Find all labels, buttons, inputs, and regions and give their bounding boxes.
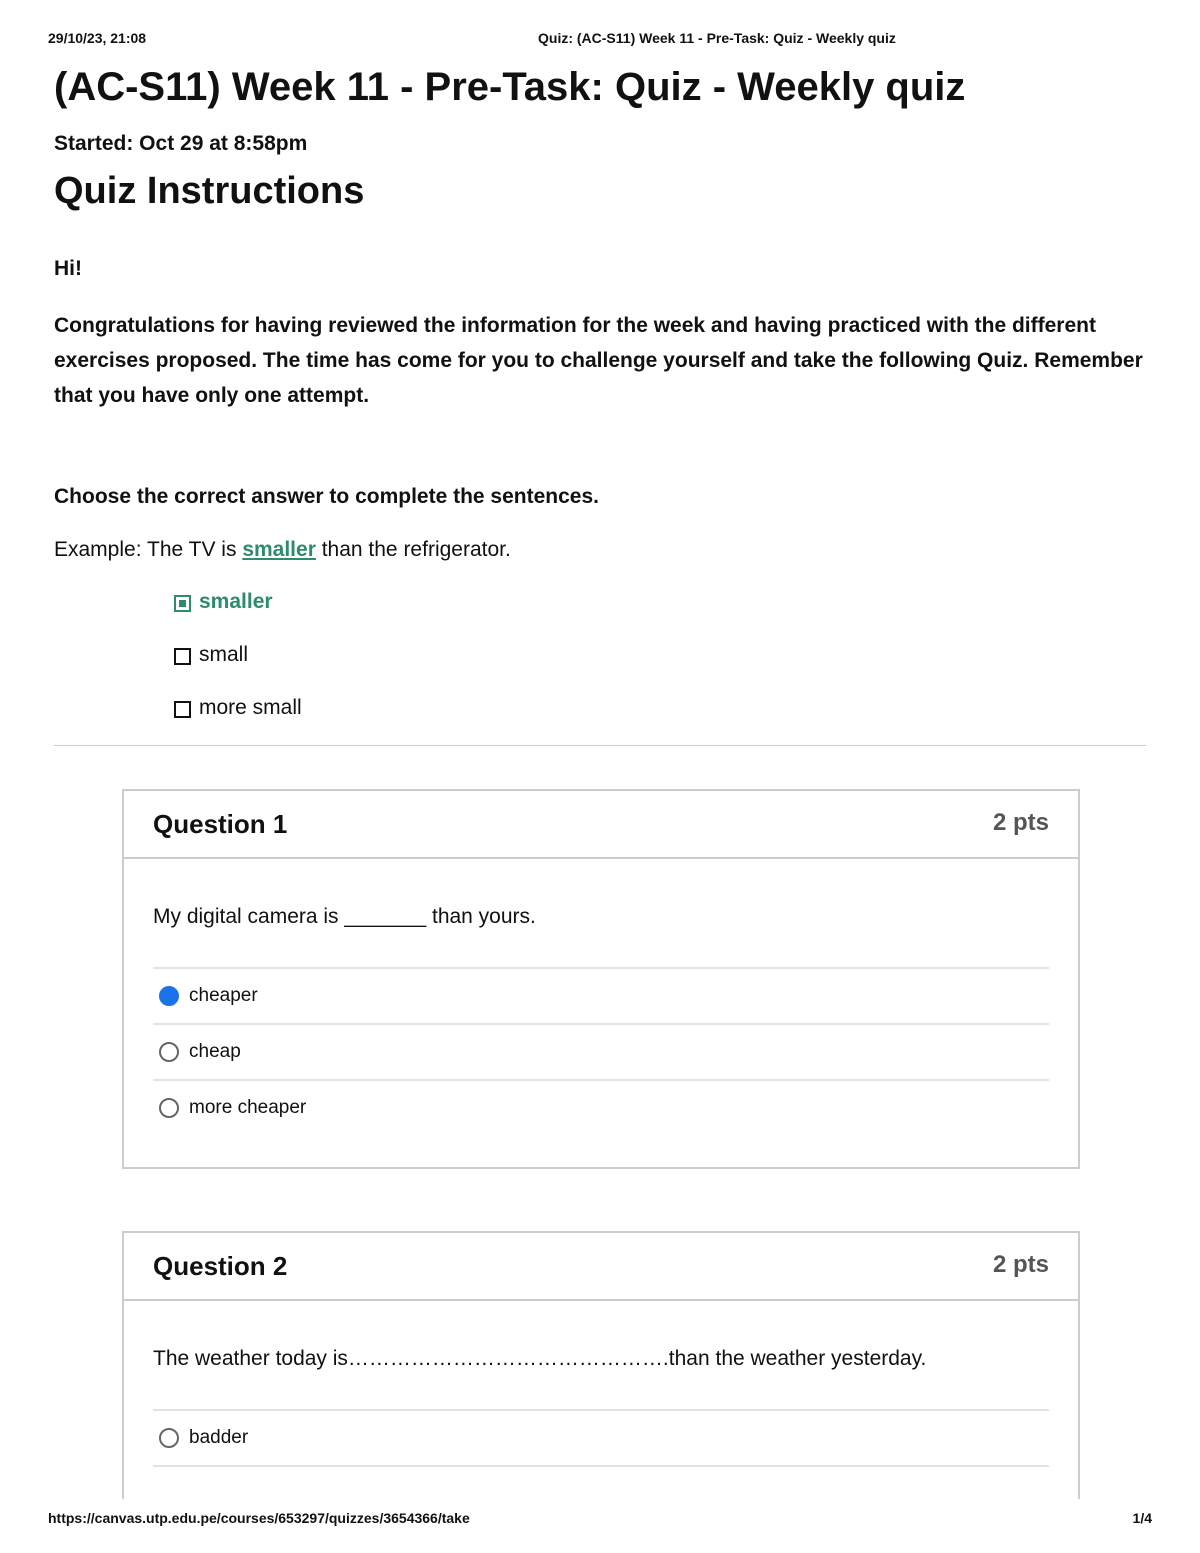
example-prefix: Example: The TV is xyxy=(54,538,243,561)
answer-label[interactable]: cheaper xyxy=(189,985,258,1006)
question-card xyxy=(122,1231,1080,1499)
question-points: 2 pts xyxy=(992,1251,1049,1278)
answer-option[interactable] xyxy=(153,1081,1049,1135)
quiz-title: (AC-S11) Week 11 - Pre-Task: Quiz - Weekly quiz xyxy=(54,65,966,109)
question-header xyxy=(124,1233,1078,1301)
example-option xyxy=(174,643,302,696)
example-suffix: than the refrigerator. xyxy=(315,538,511,561)
question-header xyxy=(124,791,1078,859)
radio-icon[interactable] xyxy=(159,1042,179,1062)
page-url: https://canvas.utp.edu.pe/courses/653297/quizzes/3654366/take xyxy=(48,1510,470,1526)
divider xyxy=(54,745,1146,746)
radio-selected-icon[interactable] xyxy=(159,986,179,1006)
question-title: Question 1 xyxy=(153,809,288,839)
example-sentence xyxy=(54,538,511,562)
answer-list xyxy=(153,967,1049,1135)
example-option-label: small xyxy=(199,643,249,666)
example-option xyxy=(174,696,302,749)
question-body xyxy=(124,1301,1078,1467)
print-page-title: Quiz: (AC-S11) Week 11 - Pre-Task: Quiz - Weekly quiz xyxy=(538,30,896,46)
directive-text: Choose the correct answer to complete the sentences. xyxy=(54,485,599,508)
print-date: 29/10/23, 21:08 xyxy=(48,30,147,46)
example-options xyxy=(174,590,302,749)
question-text: The weather today is……………………………………….than the weather yesterday. xyxy=(153,1347,927,1370)
answer-option[interactable] xyxy=(153,1411,1049,1467)
example-option-label: smaller xyxy=(199,590,273,613)
example-answer: smaller xyxy=(242,538,316,561)
checkbox-empty-icon xyxy=(174,701,191,718)
greeting: Hi! xyxy=(54,257,82,280)
checkbox-empty-icon xyxy=(174,648,191,665)
question-title: Question 2 xyxy=(153,1251,288,1281)
started-time: Started: Oct 29 at 8:58pm xyxy=(54,132,308,155)
question-card xyxy=(122,789,1080,1169)
instructions-heading: Quiz Instructions xyxy=(54,170,365,212)
question-points: 2 pts xyxy=(992,809,1049,836)
checkbox-checked-icon xyxy=(174,595,191,612)
answer-list xyxy=(153,1409,1049,1467)
answer-label[interactable]: more cheaper xyxy=(189,1097,307,1118)
question-text: My digital camera is _______ than yours. xyxy=(153,905,536,928)
radio-icon[interactable] xyxy=(159,1098,179,1118)
instructions-paragraph: Congratulations for having reviewed the information for the week and having practiced with the different exercises proposed. The time has come for you to challenge yourself and take the following Quiz. Remember that you have only one attempt. xyxy=(54,314,1143,407)
radio-icon[interactable] xyxy=(159,1428,179,1448)
print-footer xyxy=(48,1510,1152,1530)
question-body xyxy=(124,859,1078,1135)
answer-label[interactable]: cheap xyxy=(189,1041,241,1062)
page-number: 1/4 xyxy=(1132,1510,1152,1526)
example-option xyxy=(174,590,302,643)
answer-label[interactable]: badder xyxy=(189,1427,249,1448)
example-option-label: more small xyxy=(199,696,302,719)
answer-option[interactable] xyxy=(153,969,1049,1025)
print-header xyxy=(48,30,1152,50)
answer-option[interactable] xyxy=(153,1025,1049,1081)
